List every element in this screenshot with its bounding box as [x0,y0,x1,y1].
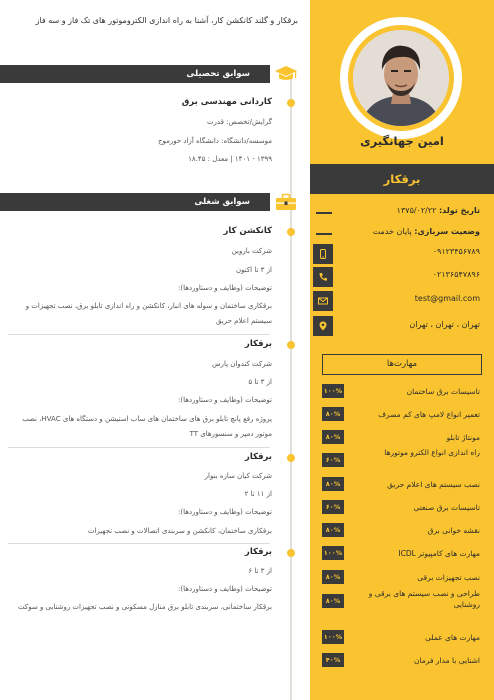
birth-date-label: تاریخ تولد: [438,206,480,215]
mobile-icon [313,244,333,264]
skill-level-badge: ۶۰% [322,500,344,514]
skill-level-badge: ۸۰% [322,430,344,444]
job-period: از ۳ تا ۵ [248,378,272,386]
timeline-dot [287,549,295,557]
education-period: ۱۳۹۹ - ۱۴۰۱ | معدل : ۱۸.۴۵ [188,155,272,163]
education-heading: سوابق تحصیلی [186,69,250,79]
military-status-row [310,224,494,244]
skill-name: اشنایی با مدار فرمان [414,656,480,665]
military-status-value: پایان خدمت [372,227,412,236]
job-period: از ۱۱ تا ۲ [244,490,272,498]
work-heading: سوابق شغلی [194,197,250,207]
skill-level-badge: ۸۰% [322,407,344,421]
skill-name: مونتاژ تابلو [446,433,480,442]
briefcase-icon [274,192,298,216]
job-description: برقکاری ساختمان، کانکشن و سربندی اتصالات و نصب تجهیزات [87,527,272,535]
skill-name: مهارت های عملی [425,633,480,642]
skill-name: طراحی و نصب سیستم های برقی و روشنایی [368,589,480,609]
education-title: کاردانی مهندسی برق [181,97,272,107]
job-title-band [310,164,494,194]
job-period: از ۳ تا ۶ [248,567,272,575]
military-status-label: وضعیت سربازی: [414,227,480,236]
job-title: کانکشن کار [223,226,272,236]
job-description-label: توضیحات (وظایف و دستاوردها): [178,284,272,292]
skill-level-badge: ۸۰% [322,570,344,584]
job-title: برقکار [244,339,272,349]
education-field: گرایش/تخصص: قدرت [206,118,272,126]
dash-marker [316,212,332,214]
skill-name: نقشه خوانی برق [427,526,480,535]
phone-number: ۰۲۱۳۶۵۴۷۸۹۶ [432,270,480,279]
skill-level-badge: ۴۰% [322,653,344,667]
address-row [310,316,494,336]
candidate-name: امین جهانگیری [360,134,444,148]
address: تهران ، تهران ، تهران [409,320,480,329]
divider [8,334,270,335]
skills-heading: مهارت‌ها [386,359,418,369]
skill-name: مهارت های کامپیوتر ICDL [398,549,480,558]
skill-level-badge: ۱۰۰% [322,384,344,398]
job-company: شرکت کیان سازه بنوار [204,472,272,480]
graduation-cap-icon [274,64,298,88]
dash-marker [316,233,332,235]
phone-icon [313,267,333,287]
skill-name: راه اندازی انواع الکترو موتورها [384,448,480,457]
divider [8,447,270,448]
job-title: برقکار [244,452,272,462]
skill-name: تاسیسات برق صنعتی [413,503,480,512]
skill-name: تعمیر انواع لامپ های کم مصرف [378,410,480,419]
sidebar [310,0,494,700]
skill-level-badge: ۶۰% [322,453,344,467]
timeline-dot [287,228,295,236]
job-description-label: توضیحات (وظایف و دستاوردها): [178,585,272,593]
education-section-bar [0,65,270,83]
job-title: برقکار [244,547,272,557]
job-title: برقکار [383,172,421,186]
profile-photo-frame [340,17,462,139]
profile-photo [353,30,449,126]
skill-level-badge: ۸۰% [322,477,344,491]
phone-row [310,267,494,287]
job-company: شرکت باروین [231,247,272,255]
timeline-dot [287,99,295,107]
timeline-line [290,75,292,700]
divider [8,543,270,544]
location-pin-icon [313,316,333,336]
job-description-label: توضیحات (وظایف و دستاوردها): [178,396,272,404]
email-address[interactable]: test@gmail.com [414,294,480,303]
skill-level-badge: ۸۰% [322,594,344,608]
job-company: شرکت کندوان پارس [212,360,272,368]
skill-level-badge: ۱۰۰% [322,546,344,560]
job-period: از ۳ تا اکنون [235,266,272,274]
timeline-dot [287,454,295,462]
skills-heading-box [322,354,482,375]
birth-date-value: ۱۳۷۵/۰۲/۲۲ [396,206,437,215]
job-description-label: توضیحات (وظایف و دستاوردها): [178,508,272,516]
job-description: برقکار ساختمانی، سربندی تابلو برق منازل مسکونی و نصب تجهیزات روشنایی و سوکت [18,603,272,611]
mobile-row [310,244,494,264]
skill-name: نصب تجهیزات برقی [417,573,480,582]
skill-level-badge: ۸۰% [322,523,344,537]
intro-summary: برقکار و گلند کانکشن کار، آشنا به راه اندازی الکتروموتور های تک فاز و سه فاز [35,16,298,25]
email-icon [313,291,333,311]
mobile-number: ۰۹۱۲۳۴۵۶۷۸۹ [432,247,480,256]
skill-name: نصب سیستم های اعلام حریق [387,480,480,489]
job-description: پروژه رفع پانچ تابلو برق های ساختمان های ساب استیشن و دستگاه های HVAC، نصب موتور دمپر و سنسورهای TT [22,415,272,438]
skill-name: تاسیسات برق ساختمان [406,387,480,396]
job-description: برقکاری ساختمان و سوله های انبار، کانکشن و راه اندازی تابلو برق، نصب تجهیزات و سیستم اعلام حریق [25,302,272,325]
email-row [310,291,494,311]
skill-level-badge: ۱۰۰% [322,630,344,644]
birth-date-row [310,203,494,223]
timeline-dot [287,341,295,349]
education-school: موسسه/دانشگاه: دانشگاه آزاد خورموج [157,137,272,145]
work-section-bar [0,193,270,211]
